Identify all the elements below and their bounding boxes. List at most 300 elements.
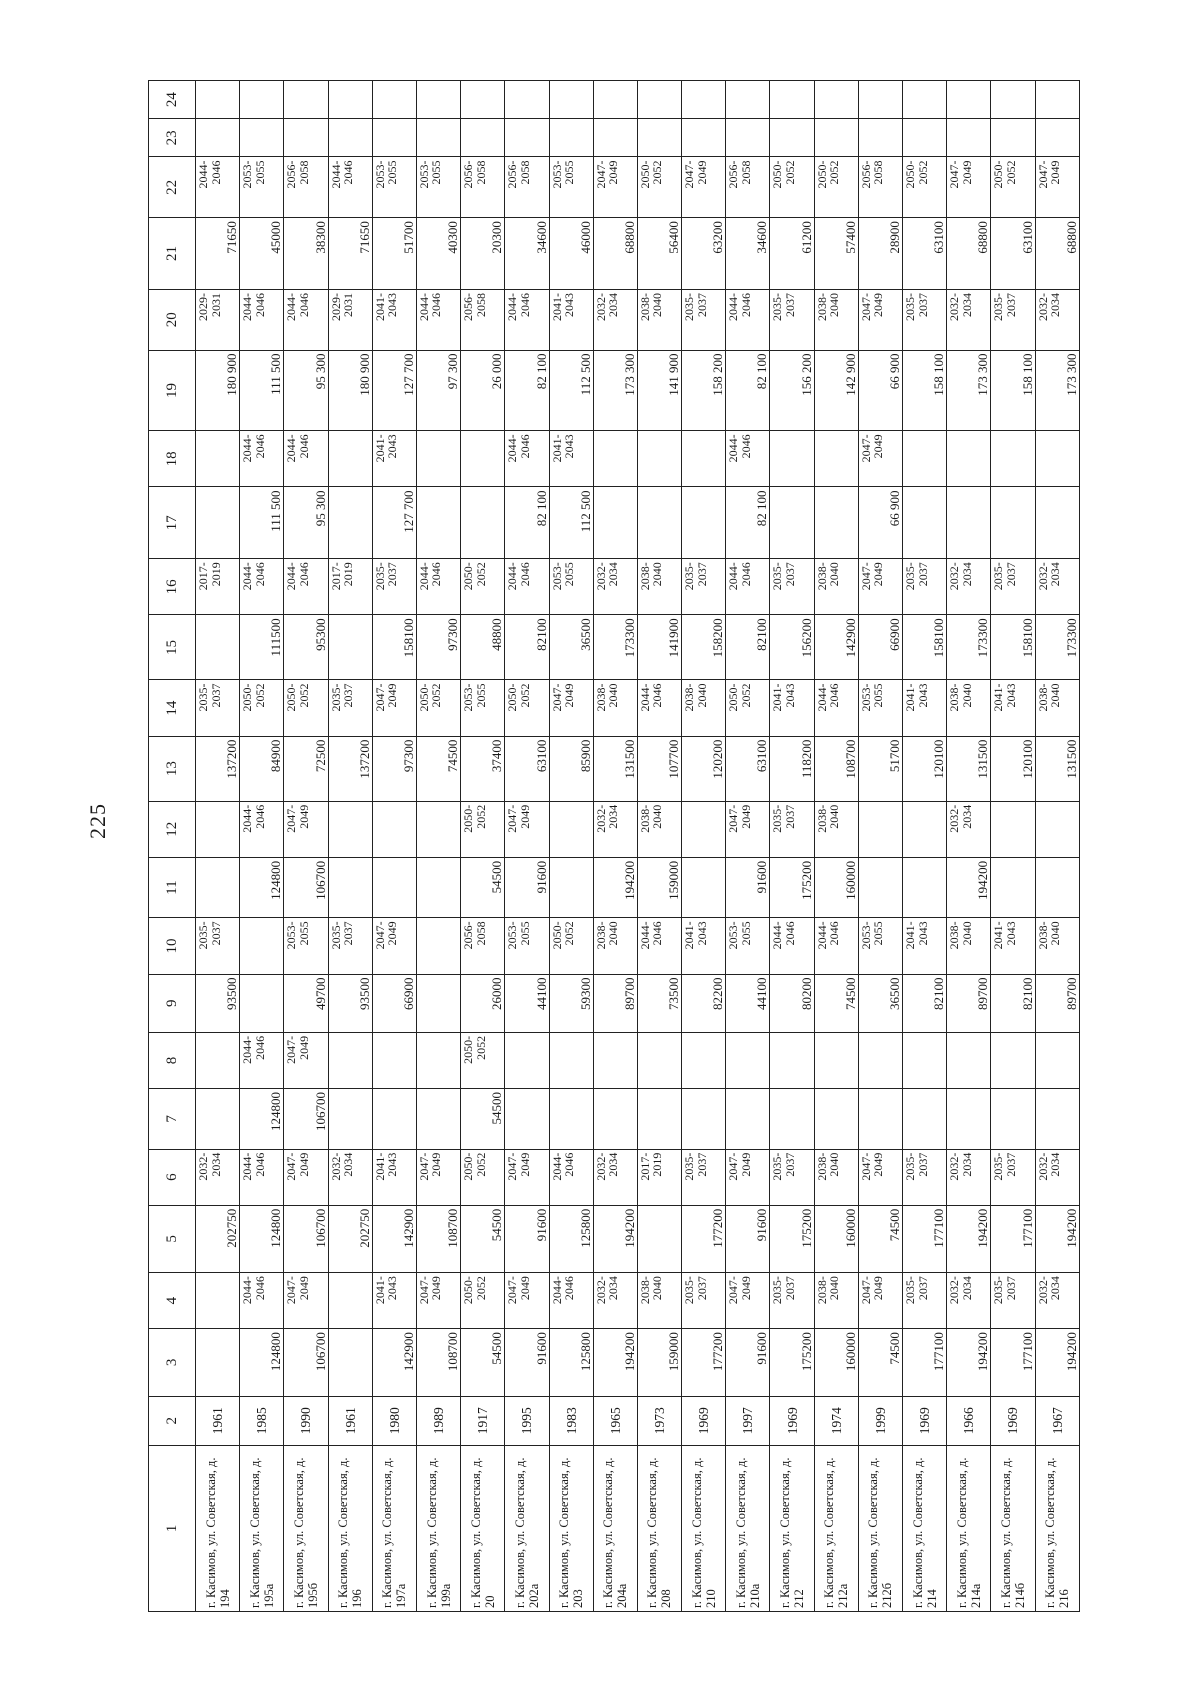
value-cell: 175200 bbox=[770, 857, 814, 918]
value-cell: 66 900 bbox=[858, 350, 902, 431]
period-end: 2058 bbox=[473, 292, 488, 317]
year-built-cell: 1969 bbox=[903, 1396, 947, 1445]
period-cell bbox=[328, 680, 372, 736]
year-built-cell: 1969 bbox=[682, 1396, 726, 1445]
value-cell: 54500 bbox=[461, 857, 505, 918]
address-cell: г. Касимов, ул. Советская, д. 199а bbox=[416, 1445, 460, 1611]
value-cell bbox=[903, 801, 947, 857]
period-start: 2050- bbox=[991, 160, 1006, 189]
period-end: 2043 bbox=[694, 921, 709, 946]
period-cell bbox=[461, 1149, 505, 1205]
period-start: 2056- bbox=[726, 160, 741, 189]
period-start: 2047- bbox=[505, 1152, 520, 1181]
period-end: 2043 bbox=[562, 292, 576, 317]
period-end: 2049 bbox=[738, 804, 753, 829]
value-cell bbox=[1035, 801, 1079, 857]
table-row bbox=[416, 81, 460, 1612]
period-start: 2035- bbox=[770, 804, 785, 833]
period-start: 2032- bbox=[1035, 1152, 1050, 1181]
period-cell bbox=[284, 918, 328, 974]
period-start: 2041- bbox=[903, 921, 917, 950]
period-end: 2055 bbox=[429, 160, 444, 185]
column-header: 11 bbox=[149, 857, 196, 918]
period-end: 2049 bbox=[296, 1152, 311, 1177]
address-cell: г. Касимов, ул. Советская, д. 210 bbox=[682, 1445, 726, 1611]
value-cell bbox=[593, 431, 637, 487]
period-start: 2047- bbox=[593, 160, 608, 189]
period-start: 2047- bbox=[505, 1276, 520, 1305]
value-cell: 131500 bbox=[947, 736, 991, 801]
value-cell: 159000 bbox=[637, 857, 681, 918]
period-start: 2032- bbox=[328, 1152, 343, 1181]
value-cell bbox=[858, 801, 902, 857]
period-end: 2046 bbox=[296, 434, 311, 459]
value-cell: 38300 bbox=[284, 218, 328, 290]
period-start: 2041- bbox=[991, 921, 1006, 950]
period-start: 2050- bbox=[726, 683, 741, 712]
value-cell: 89700 bbox=[593, 974, 637, 1032]
period-end: 2049 bbox=[517, 1152, 532, 1177]
period-end: 2052 bbox=[473, 1276, 488, 1301]
value-cell: 93500 bbox=[328, 974, 372, 1032]
period-cell bbox=[549, 680, 593, 736]
value-cell bbox=[328, 615, 372, 680]
value-cell bbox=[991, 1089, 1035, 1150]
period-end: 2037 bbox=[782, 292, 797, 317]
value-cell: 127 700 bbox=[372, 350, 416, 431]
value-cell: 106700 bbox=[284, 1089, 328, 1150]
value-cell bbox=[814, 487, 858, 559]
period-cell bbox=[770, 1273, 814, 1329]
column-header: 23 bbox=[149, 119, 196, 157]
period-start: 2056- bbox=[461, 292, 476, 321]
period-end: 2040 bbox=[827, 1152, 842, 1177]
period-end: 2040 bbox=[827, 562, 842, 587]
address-cell: г. Касимов, ул. Советская, д. 208 bbox=[637, 1445, 681, 1611]
table-row bbox=[461, 81, 505, 1612]
period-end: 2055 bbox=[871, 683, 886, 708]
period-cell bbox=[814, 1149, 858, 1205]
period-end: 2037 bbox=[782, 562, 797, 587]
period-start: 2050- bbox=[461, 1276, 476, 1305]
period-cell bbox=[505, 157, 549, 218]
period-end: 2055 bbox=[517, 921, 532, 946]
period-end: 2034 bbox=[606, 1276, 621, 1301]
period-cell bbox=[770, 157, 814, 218]
table-row bbox=[1035, 81, 1079, 1612]
period-cell bbox=[372, 1273, 416, 1329]
value-cell: 54500 bbox=[461, 1089, 505, 1150]
period-start: 2044- bbox=[328, 160, 343, 189]
address-cell: г. Касимов, ул. Советская, д. 204а bbox=[593, 1445, 637, 1611]
value-cell bbox=[593, 487, 637, 559]
table-row bbox=[372, 81, 416, 1612]
value-cell bbox=[637, 1089, 681, 1150]
period-end: 2046 bbox=[296, 292, 311, 317]
period-cell bbox=[770, 559, 814, 615]
value-cell: 91600 bbox=[726, 1205, 770, 1272]
period-end: 2040 bbox=[959, 921, 974, 946]
value-cell bbox=[947, 431, 991, 487]
period-end: 2037 bbox=[1003, 1152, 1018, 1177]
value-cell bbox=[328, 1032, 372, 1088]
period-start: 2044- bbox=[726, 562, 741, 591]
period-end: 2055 bbox=[738, 921, 753, 946]
period-start: 2035- bbox=[682, 562, 697, 591]
value-cell: 112 500 bbox=[549, 350, 593, 431]
value-cell bbox=[416, 431, 460, 487]
period-end: 2049 bbox=[429, 1276, 444, 1301]
address-cell: г. Касимов, ул. Советская, д. 212а bbox=[814, 1445, 858, 1611]
table-row bbox=[991, 81, 1035, 1612]
period-end: 2049 bbox=[562, 683, 576, 708]
year-built-cell: 1990 bbox=[284, 1396, 328, 1445]
value-cell: 93500 bbox=[196, 974, 240, 1032]
period-cell bbox=[372, 680, 416, 736]
value-cell: 91600 bbox=[505, 1329, 549, 1396]
value-cell bbox=[903, 1089, 947, 1150]
value-cell: 111 500 bbox=[240, 487, 284, 559]
column-header: 18 bbox=[149, 431, 196, 487]
period-start: 2038- bbox=[814, 562, 829, 591]
value-cell: 68800 bbox=[593, 218, 637, 290]
period-end: 2046 bbox=[341, 160, 356, 185]
value-cell bbox=[991, 431, 1035, 487]
period-cell bbox=[682, 559, 726, 615]
period-cell bbox=[505, 680, 549, 736]
period-end: 2046 bbox=[782, 921, 797, 946]
period-start: 2038- bbox=[1035, 921, 1050, 950]
address-cell: г. Касимов, ул. Советская, д. 197а bbox=[372, 1445, 416, 1611]
period-end: 2037 bbox=[1003, 562, 1018, 587]
value-cell: 36500 bbox=[549, 615, 593, 680]
period-end: 2046 bbox=[252, 1035, 267, 1060]
period-start: 2041- bbox=[372, 1152, 387, 1181]
year-built-cell: 1974 bbox=[814, 1396, 858, 1445]
period-cell bbox=[858, 680, 902, 736]
value-cell: 49700 bbox=[284, 974, 328, 1032]
period-cell bbox=[991, 680, 1035, 736]
value-cell bbox=[196, 119, 240, 157]
column-header: 21 bbox=[149, 218, 196, 290]
period-end: 2046 bbox=[252, 292, 267, 317]
value-cell bbox=[196, 857, 240, 918]
period-cell bbox=[726, 157, 770, 218]
period-end: 2043 bbox=[385, 434, 400, 459]
period-end: 2043 bbox=[385, 1152, 400, 1177]
period-cell bbox=[372, 918, 416, 974]
table-row bbox=[947, 81, 991, 1612]
period-cell bbox=[637, 157, 681, 218]
table-row bbox=[814, 81, 858, 1612]
address-cell: г. Касимов, ул. Советская, д. 195б bbox=[284, 1445, 328, 1611]
period-start: 2053- bbox=[858, 921, 873, 950]
period-end: 2049 bbox=[296, 804, 311, 829]
period-end: 2049 bbox=[517, 1276, 532, 1301]
period-start: 2032- bbox=[1035, 562, 1050, 591]
period-end: 2049 bbox=[429, 1152, 444, 1177]
value-cell: 56400 bbox=[637, 218, 681, 290]
value-cell: 26 000 bbox=[461, 350, 505, 431]
period-start: 2050- bbox=[284, 683, 299, 712]
address-cell: г. Касимов, ул. Советская, д. 214б bbox=[991, 1445, 1035, 1611]
value-cell bbox=[903, 119, 947, 157]
period-start: 2032- bbox=[1035, 1276, 1050, 1305]
period-cell bbox=[549, 559, 593, 615]
value-cell: 141 900 bbox=[637, 350, 681, 431]
period-start: 2044- bbox=[637, 683, 652, 712]
period-end: 2046 bbox=[429, 292, 444, 317]
value-cell: 173 300 bbox=[947, 350, 991, 431]
period-start: 2050- bbox=[637, 160, 652, 189]
table-row bbox=[726, 81, 770, 1612]
period-end: 2034 bbox=[959, 562, 974, 587]
period-end: 2049 bbox=[738, 1276, 753, 1301]
period-cell bbox=[196, 918, 240, 974]
table-row bbox=[637, 81, 681, 1612]
period-cell bbox=[505, 801, 549, 857]
value-cell: 202750 bbox=[328, 1205, 372, 1272]
table-row bbox=[770, 81, 814, 1612]
value-cell bbox=[814, 119, 858, 157]
period-cell bbox=[240, 559, 284, 615]
value-cell bbox=[991, 857, 1035, 918]
value-cell: 112 500 bbox=[549, 487, 593, 559]
period-end: 2040 bbox=[650, 804, 665, 829]
table-body bbox=[196, 81, 1080, 1612]
value-cell bbox=[682, 487, 726, 559]
value-cell bbox=[240, 81, 284, 119]
value-cell bbox=[770, 81, 814, 119]
period-start: 2044- bbox=[240, 804, 255, 833]
period-start: 2035- bbox=[991, 1152, 1006, 1181]
period-end: 2037 bbox=[782, 1152, 797, 1177]
period-end: 2040 bbox=[606, 921, 621, 946]
period-start: 2053- bbox=[549, 562, 564, 591]
value-cell: 124800 bbox=[240, 1205, 284, 1272]
value-cell: 124800 bbox=[240, 857, 284, 918]
period-cell bbox=[903, 918, 947, 974]
address-cell: г. Касимов, ул. Советская, д. 194 bbox=[196, 1445, 240, 1611]
period-end: 2049 bbox=[871, 292, 886, 317]
value-cell bbox=[682, 1032, 726, 1088]
value-cell: 45000 bbox=[240, 218, 284, 290]
value-cell: 194200 bbox=[593, 1205, 637, 1272]
value-cell: 82200 bbox=[682, 974, 726, 1032]
period-end: 2046 bbox=[208, 160, 223, 185]
value-cell bbox=[416, 81, 460, 119]
period-end: 2043 bbox=[915, 921, 930, 946]
period-cell bbox=[549, 1273, 593, 1329]
period-end: 2040 bbox=[606, 683, 621, 708]
period-cell bbox=[461, 918, 505, 974]
period-end: 2034 bbox=[606, 1152, 621, 1177]
value-cell bbox=[903, 81, 947, 119]
value-cell bbox=[328, 801, 372, 857]
period-start: 2050- bbox=[416, 683, 431, 712]
value-cell: 137200 bbox=[196, 736, 240, 801]
period-start: 2038- bbox=[637, 292, 652, 321]
period-cell bbox=[682, 680, 726, 736]
year-built-cell: 1965 bbox=[593, 1396, 637, 1445]
value-cell: 61200 bbox=[770, 218, 814, 290]
table-row bbox=[240, 81, 284, 1612]
value-cell bbox=[372, 801, 416, 857]
period-start: 2035- bbox=[196, 921, 210, 950]
value-cell bbox=[770, 431, 814, 487]
period-cell bbox=[196, 157, 240, 218]
period-end: 2040 bbox=[827, 292, 842, 317]
period-cell bbox=[770, 1149, 814, 1205]
period-start: 2032- bbox=[593, 562, 608, 591]
period-end: 2037 bbox=[694, 1276, 709, 1301]
period-start: 2035- bbox=[991, 562, 1006, 591]
period-cell bbox=[240, 1149, 284, 1205]
period-start: 2035- bbox=[328, 683, 343, 712]
period-start: 2050- bbox=[240, 683, 255, 712]
period-start: 2047- bbox=[947, 160, 962, 189]
period-start: 2038- bbox=[814, 292, 829, 321]
period-end: 2046 bbox=[517, 434, 532, 459]
period-end: 2034 bbox=[959, 1152, 974, 1177]
value-cell: 158 100 bbox=[903, 350, 947, 431]
value-cell: 202750 bbox=[196, 1205, 240, 1272]
value-cell bbox=[240, 918, 284, 974]
value-cell bbox=[991, 81, 1035, 119]
address-cell: г. Касимов, ул. Советская, д. 216 bbox=[1035, 1445, 1079, 1611]
value-cell: 66900 bbox=[372, 974, 416, 1032]
period-cell bbox=[328, 1149, 372, 1205]
period-cell bbox=[991, 289, 1035, 350]
period-cell bbox=[682, 1149, 726, 1205]
value-cell: 68800 bbox=[947, 218, 991, 290]
period-end: 2040 bbox=[827, 804, 842, 829]
period-cell bbox=[372, 157, 416, 218]
value-cell: 68800 bbox=[1035, 218, 1079, 290]
value-cell bbox=[372, 1089, 416, 1150]
period-start: 2047- bbox=[284, 1276, 299, 1305]
period-end: 2034 bbox=[208, 1152, 223, 1177]
period-cell bbox=[328, 289, 372, 350]
period-start: 2038- bbox=[593, 921, 608, 950]
period-end: 2046 bbox=[517, 562, 532, 587]
address-cell: г. Касимов, ул. Советская, д. 196 bbox=[328, 1445, 372, 1611]
period-start: 2038- bbox=[637, 804, 652, 833]
value-cell: 141900 bbox=[637, 615, 681, 680]
value-cell: 131500 bbox=[1035, 736, 1079, 801]
year-built-cell: 1961 bbox=[328, 1396, 372, 1445]
value-cell: 82 100 bbox=[505, 487, 549, 559]
period-start: 2047- bbox=[858, 434, 873, 463]
period-start: 2050- bbox=[461, 1035, 476, 1064]
period-start: 2047- bbox=[416, 1152, 431, 1181]
value-cell: 194200 bbox=[1035, 1205, 1079, 1272]
period-cell bbox=[1035, 1273, 1079, 1329]
value-cell bbox=[372, 119, 416, 157]
period-cell bbox=[284, 801, 328, 857]
period-end: 2058 bbox=[871, 160, 886, 185]
value-cell bbox=[196, 1089, 240, 1150]
value-cell: 91600 bbox=[726, 1329, 770, 1396]
period-start: 2041- bbox=[991, 683, 1006, 712]
value-cell bbox=[682, 1089, 726, 1150]
period-end: 2031 bbox=[341, 292, 356, 317]
value-cell: 89700 bbox=[1035, 974, 1079, 1032]
period-cell bbox=[947, 680, 991, 736]
value-cell: 84900 bbox=[240, 736, 284, 801]
value-cell: 177100 bbox=[991, 1329, 1035, 1396]
value-cell: 63100 bbox=[726, 736, 770, 801]
period-end: 2046 bbox=[827, 683, 842, 708]
year-built-cell: 1973 bbox=[637, 1396, 681, 1445]
value-cell: 173300 bbox=[947, 615, 991, 680]
table-row bbox=[682, 81, 726, 1612]
period-end: 2043 bbox=[385, 292, 400, 317]
period-cell bbox=[637, 559, 681, 615]
period-start: 2044- bbox=[240, 434, 255, 463]
period-start: 2017- bbox=[328, 562, 343, 591]
period-end: 2046 bbox=[650, 921, 665, 946]
value-cell bbox=[858, 1089, 902, 1150]
period-start: 2053- bbox=[284, 921, 299, 950]
period-start: 2041- bbox=[372, 434, 387, 463]
value-cell: 63100 bbox=[991, 218, 1035, 290]
period-end: 2034 bbox=[606, 804, 621, 829]
period-cell bbox=[416, 1273, 460, 1329]
period-end: 2037 bbox=[915, 292, 930, 317]
value-cell bbox=[196, 1032, 240, 1088]
value-cell bbox=[1035, 487, 1079, 559]
period-end: 2037 bbox=[915, 1152, 930, 1177]
period-start: 2050- bbox=[461, 1152, 476, 1181]
period-cell bbox=[549, 289, 593, 350]
year-built-cell: 1997 bbox=[726, 1396, 770, 1445]
value-cell: 160000 bbox=[814, 1205, 858, 1272]
period-start: 2035- bbox=[770, 292, 785, 321]
period-cell bbox=[593, 1273, 637, 1329]
address-cell: г. Касимов, ул. Советская, д. 214 bbox=[903, 1445, 947, 1611]
value-cell bbox=[991, 487, 1035, 559]
value-cell bbox=[858, 81, 902, 119]
value-cell bbox=[461, 81, 505, 119]
period-cell bbox=[196, 289, 240, 350]
period-end: 2052 bbox=[473, 804, 488, 829]
period-cell bbox=[240, 801, 284, 857]
year-built-cell: 1961 bbox=[196, 1396, 240, 1445]
period-cell bbox=[858, 559, 902, 615]
value-cell bbox=[549, 857, 593, 918]
period-start: 2047- bbox=[284, 1035, 299, 1064]
value-cell: 91600 bbox=[726, 857, 770, 918]
period-end: 2037 bbox=[1003, 1276, 1018, 1301]
period-start: 2053- bbox=[372, 160, 387, 189]
period-start: 2035- bbox=[991, 1276, 1006, 1305]
period-cell bbox=[240, 680, 284, 736]
period-cell bbox=[505, 559, 549, 615]
period-start: 2044- bbox=[284, 434, 299, 463]
value-cell bbox=[196, 1329, 240, 1396]
value-cell bbox=[682, 81, 726, 119]
period-cell bbox=[461, 1032, 505, 1088]
value-cell: 158100 bbox=[991, 615, 1035, 680]
period-start: 2047- bbox=[858, 562, 873, 591]
value-cell: 66 900 bbox=[858, 487, 902, 559]
value-cell bbox=[770, 1089, 814, 1150]
value-cell bbox=[1035, 1032, 1079, 1088]
value-cell bbox=[505, 119, 549, 157]
value-cell: 158 200 bbox=[682, 350, 726, 431]
period-start: 2044- bbox=[505, 292, 520, 321]
